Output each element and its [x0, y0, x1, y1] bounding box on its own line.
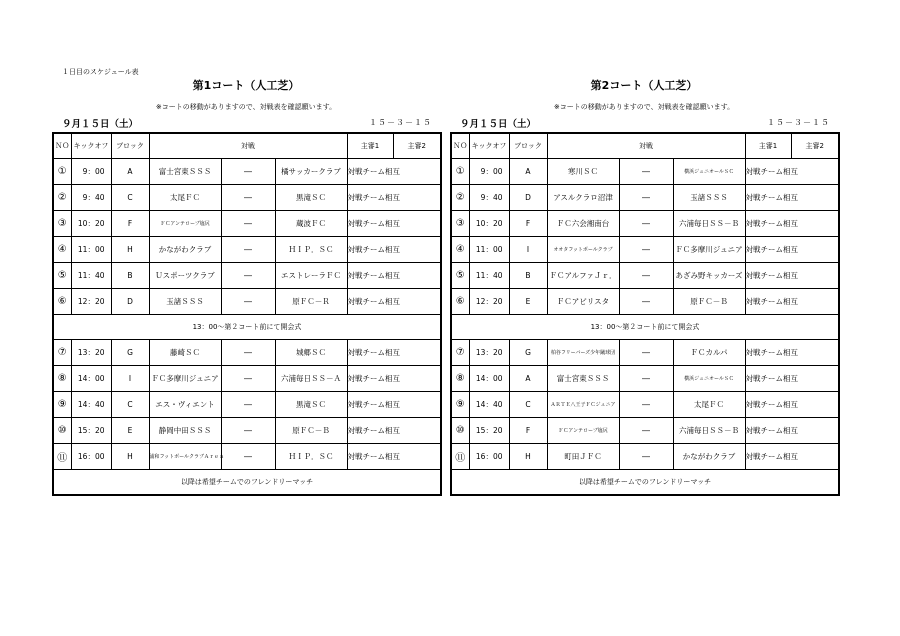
kickoff-time: 9：40: [71, 185, 111, 211]
block: D: [111, 289, 149, 315]
block: C: [111, 185, 149, 211]
block: E: [509, 289, 547, 315]
match-no: ②: [53, 185, 71, 211]
kickoff-time: 10：20: [71, 211, 111, 237]
away-team: 原ＦＣ－Ｂ: [275, 418, 347, 444]
home-team: オオタフットボールクラブ: [547, 237, 619, 263]
versus-dash: ―: [221, 366, 275, 392]
versus-dash: ―: [619, 366, 673, 392]
match-no: ⑥: [53, 289, 71, 315]
match-date: ９月１５日（土）: [62, 119, 139, 130]
header-referee-2: 主審2: [791, 133, 839, 159]
referee: 対戦チーム相互: [347, 185, 393, 211]
kickoff-time: 15：20: [71, 418, 111, 444]
match-row: [53, 211, 441, 237]
match-no: ⑦: [53, 340, 71, 366]
referee-2: [791, 340, 839, 366]
kickoff-time: 11：40: [469, 263, 509, 289]
home-team: Ｕスポーツクラブ: [149, 263, 221, 289]
block: H: [111, 237, 149, 263]
match-no: ⑤: [451, 263, 469, 289]
referee-2: [791, 263, 839, 289]
away-team: 玉諸ＳＳＳ: [673, 185, 745, 211]
header-kickoff: キックオフ: [469, 133, 509, 159]
versus-dash: ―: [221, 237, 275, 263]
header-row: [53, 133, 441, 159]
court-1-panel: [52, 78, 440, 496]
match-row: [451, 418, 839, 444]
away-team: ＦＣカルパ: [673, 340, 745, 366]
schedule-code: １５－３－１５: [369, 118, 432, 127]
block: I: [509, 237, 547, 263]
versus-dash: ―: [619, 418, 673, 444]
kickoff-time: 16：00: [71, 444, 111, 470]
match-no: ③: [451, 211, 469, 237]
header-no: ＮＯ: [451, 133, 469, 159]
referee: 対戦チーム相互: [347, 418, 393, 444]
kickoff-time: 11：00: [71, 237, 111, 263]
away-team: 橘サッカークラブ: [275, 159, 347, 185]
footer-row: [451, 470, 839, 496]
referee: 対戦チーム相互: [745, 289, 791, 315]
match-no: ③: [53, 211, 71, 237]
court-note: ※コートの移動がありますので、対戦表を確認願います。: [553, 103, 735, 111]
versus-dash: ―: [221, 392, 275, 418]
match-row: [451, 289, 839, 315]
home-team: ＡＲＴＥ八王子ＦＣジュニア: [547, 392, 619, 418]
away-team: かながわクラブ: [673, 444, 745, 470]
versus-dash: ―: [619, 237, 673, 263]
match-no: ⑤: [53, 263, 71, 289]
header-referee-1: 主審1: [745, 133, 791, 159]
referee-2: [393, 237, 441, 263]
friendly-match-note: 以降は希望チームでのフレンドリーマッチ: [451, 470, 839, 496]
referee-2: [791, 237, 839, 263]
versus-dash: ―: [619, 159, 673, 185]
header-row: [451, 133, 839, 159]
referee: 対戦チーム相互: [745, 392, 791, 418]
match-no: ④: [53, 237, 71, 263]
block: H: [111, 444, 149, 470]
kickoff-time: 11：40: [71, 263, 111, 289]
home-team: エス・ヴィエント: [149, 392, 221, 418]
kickoff-time: 16：00: [469, 444, 509, 470]
friendly-match-note: 以降は希望チームでのフレンドリーマッチ: [53, 470, 441, 496]
court-title: 第1コート（人工芝）: [192, 79, 300, 92]
date-line: [450, 116, 838, 132]
versus-dash: ―: [221, 185, 275, 211]
kickoff-time: 9：40: [469, 185, 509, 211]
match-row: [53, 418, 441, 444]
versus-dash: ―: [221, 211, 275, 237]
match-row: [451, 159, 839, 185]
referee-2: [791, 159, 839, 185]
versus-dash: ―: [221, 263, 275, 289]
block: B: [111, 263, 149, 289]
header-match: 対戦: [547, 133, 745, 159]
versus-dash: ―: [619, 289, 673, 315]
match-row: [53, 237, 441, 263]
referee-2: [393, 289, 441, 315]
court-title: 第2コート（人工芝）: [590, 79, 698, 92]
block: G: [509, 340, 547, 366]
block: C: [509, 392, 547, 418]
schedule-table: [52, 132, 442, 496]
referee: 対戦チーム相互: [745, 237, 791, 263]
referee: 対戦チーム相互: [347, 444, 393, 470]
opening-ceremony-note: 13：00～第２コート前にて開会式: [451, 315, 839, 340]
match-date: ９月１５日（土）: [460, 119, 537, 130]
block: F: [509, 418, 547, 444]
referee-2: [791, 289, 839, 315]
match-row: [53, 366, 441, 392]
home-team: 玉諸ＳＳＳ: [149, 289, 221, 315]
kickoff-time: 9：00: [469, 159, 509, 185]
versus-dash: ―: [221, 444, 275, 470]
kickoff-time: 10：20: [469, 211, 509, 237]
referee: 対戦チーム相互: [745, 185, 791, 211]
match-row: [53, 392, 441, 418]
block: G: [111, 340, 149, 366]
versus-dash: ―: [619, 185, 673, 211]
home-team: 富士宮東ＳＳＳ: [547, 366, 619, 392]
match-no: ⑨: [53, 392, 71, 418]
block: H: [509, 444, 547, 470]
match-no: ⑪: [53, 444, 71, 470]
match-no: ②: [451, 185, 469, 211]
document-title: １日目のスケジュール表: [62, 68, 139, 76]
match-no: ①: [53, 159, 71, 185]
referee-2: [393, 418, 441, 444]
match-no: ①: [451, 159, 469, 185]
kickoff-time: 9：00: [71, 159, 111, 185]
match-no: ⑦: [451, 340, 469, 366]
home-team: ＦＣ多摩川ジュニア: [149, 366, 221, 392]
referee: 対戦チーム相互: [745, 366, 791, 392]
away-team: 六浦毎日ＳＳ－Ａ: [275, 366, 347, 392]
home-team: 富士宮東ＳＳＳ: [149, 159, 221, 185]
home-team: かながわクラブ: [149, 237, 221, 263]
match-no: ⑧: [53, 366, 71, 392]
match-row: [451, 392, 839, 418]
away-team: ＦＣ多摩川ジュニア: [673, 237, 745, 263]
kickoff-time: 14：40: [71, 392, 111, 418]
home-team: 柏谷フリーバーズ少年蹴球団: [547, 340, 619, 366]
block: D: [509, 185, 547, 211]
announcement-row: [451, 315, 839, 340]
away-team: 横浜ジュニオールＳＣ: [673, 366, 745, 392]
match-no: ⑧: [451, 366, 469, 392]
header-referee-1: 主審1: [347, 133, 393, 159]
versus-dash: ―: [619, 392, 673, 418]
home-team: 浦和フットボールクラブＡｒｅａ: [149, 444, 221, 470]
block: A: [509, 366, 547, 392]
header-kickoff: キックオフ: [71, 133, 111, 159]
match-row: [53, 159, 441, 185]
referee: 対戦チーム相互: [347, 159, 393, 185]
block: A: [509, 159, 547, 185]
referee: 対戦チーム相互: [347, 237, 393, 263]
header-no: ＮＯ: [53, 133, 71, 159]
away-team: 横浜ジュニオールＳＣ: [673, 159, 745, 185]
kickoff-time: 12：20: [71, 289, 111, 315]
versus-dash: ―: [221, 418, 275, 444]
referee-2: [791, 185, 839, 211]
match-row: [53, 185, 441, 211]
header-block: ブロック: [111, 133, 149, 159]
away-team: 原ＦＣ－Ｒ: [275, 289, 347, 315]
header-block: ブロック: [509, 133, 547, 159]
away-team: 黒滝ＳＣ: [275, 185, 347, 211]
referee-2: [791, 392, 839, 418]
block: F: [111, 211, 149, 237]
home-team: ＦＣアルファＪｒ．: [547, 263, 619, 289]
referee: 対戦チーム相互: [745, 263, 791, 289]
referee-2: [393, 211, 441, 237]
court-note: ※コートの移動がありますので、対戦表を確認願います。: [155, 103, 337, 111]
versus-dash: ―: [221, 289, 275, 315]
block: C: [111, 392, 149, 418]
block: F: [509, 211, 547, 237]
match-row: [53, 444, 441, 470]
block: I: [111, 366, 149, 392]
block: A: [111, 159, 149, 185]
header-match: 対戦: [149, 133, 347, 159]
versus-dash: ―: [619, 263, 673, 289]
kickoff-time: 13：20: [71, 340, 111, 366]
announcement-row: [53, 315, 441, 340]
kickoff-time: 12：20: [469, 289, 509, 315]
match-no: ④: [451, 237, 469, 263]
referee: 対戦チーム相互: [745, 159, 791, 185]
home-team: 太尾ＦＣ: [149, 185, 221, 211]
match-row: [451, 211, 839, 237]
kickoff-time: 14：00: [469, 366, 509, 392]
match-row: [451, 366, 839, 392]
match-row: [53, 289, 441, 315]
referee: 対戦チーム相互: [347, 289, 393, 315]
away-team: 六浦毎日ＳＳ－Ｂ: [673, 211, 745, 237]
match-no: ⑩: [53, 418, 71, 444]
match-row: [53, 263, 441, 289]
referee-2: [393, 159, 441, 185]
kickoff-time: 13：20: [469, 340, 509, 366]
referee: 対戦チーム相互: [347, 340, 393, 366]
referee: 対戦チーム相互: [745, 444, 791, 470]
kickoff-time: 15：20: [469, 418, 509, 444]
away-team: 蔵波ＦＣ: [275, 211, 347, 237]
away-team: 太尾ＦＣ: [673, 392, 745, 418]
referee: 対戦チーム相互: [347, 366, 393, 392]
kickoff-time: 11：00: [469, 237, 509, 263]
referee-2: [791, 444, 839, 470]
block: B: [509, 263, 547, 289]
versus-dash: ―: [221, 159, 275, 185]
away-team: エストレーラＦＣ: [275, 263, 347, 289]
away-team: 六浦毎日ＳＳ－Ｂ: [673, 418, 745, 444]
referee: 対戦チーム相互: [745, 418, 791, 444]
away-team: 黒滝ＳＣ: [275, 392, 347, 418]
away-team: 城郷ＳＣ: [275, 340, 347, 366]
referee-2: [393, 444, 441, 470]
referee: 対戦チーム相互: [347, 263, 393, 289]
schedule-table: [450, 132, 840, 496]
home-team: 寒川ＳＣ: [547, 159, 619, 185]
match-row: [451, 263, 839, 289]
versus-dash: ―: [619, 211, 673, 237]
home-team: アスルクラロ沼津: [547, 185, 619, 211]
match-no: ⑨: [451, 392, 469, 418]
opening-ceremony-note: 13：00～第２コート前にて開会式: [53, 315, 441, 340]
schedule-code: １５－３－１５: [767, 118, 830, 127]
away-team: あざみ野キッカーズ: [673, 263, 745, 289]
court-2-panel: [450, 78, 838, 496]
referee: 対戦チーム相互: [745, 340, 791, 366]
header-referee-2: 主審2: [393, 133, 441, 159]
home-team: ＦＣアンテローブ塩尻: [547, 418, 619, 444]
referee-2: [393, 185, 441, 211]
referee: 対戦チーム相互: [347, 211, 393, 237]
referee-2: [393, 392, 441, 418]
match-no: ⑥: [451, 289, 469, 315]
home-team: ＦＣアンテローブ塩尻: [149, 211, 221, 237]
referee-2: [791, 211, 839, 237]
referee-2: [393, 366, 441, 392]
referee-2: [791, 418, 839, 444]
match-row: [451, 185, 839, 211]
match-row: [451, 444, 839, 470]
versus-dash: ―: [221, 340, 275, 366]
referee-2: [393, 263, 441, 289]
home-team: 藤崎ＳＣ: [149, 340, 221, 366]
date-line: [52, 116, 440, 132]
away-team: ＨＩＰ．ＳＣ: [275, 444, 347, 470]
home-team: 町田ＪＦＣ: [547, 444, 619, 470]
referee: 対戦チーム相互: [745, 211, 791, 237]
versus-dash: ―: [619, 444, 673, 470]
referee-2: [791, 366, 839, 392]
match-row: [451, 237, 839, 263]
match-row: [53, 340, 441, 366]
home-team: ＦＣ六会湘南台: [547, 211, 619, 237]
footer-row: [53, 470, 441, 496]
match-row: [451, 340, 839, 366]
referee: 対戦チーム相互: [347, 392, 393, 418]
home-team: ＦＣアビリスタ: [547, 289, 619, 315]
match-no: ⑪: [451, 444, 469, 470]
home-team: 静岡中田ＳＳＳ: [149, 418, 221, 444]
referee-2: [393, 340, 441, 366]
kickoff-time: 14：00: [71, 366, 111, 392]
versus-dash: ―: [619, 340, 673, 366]
away-team: 原ＦＣ－Ｂ: [673, 289, 745, 315]
match-no: ⑩: [451, 418, 469, 444]
kickoff-time: 14：40: [469, 392, 509, 418]
away-team: ＨＩＰ．ＳＣ: [275, 237, 347, 263]
block: E: [111, 418, 149, 444]
